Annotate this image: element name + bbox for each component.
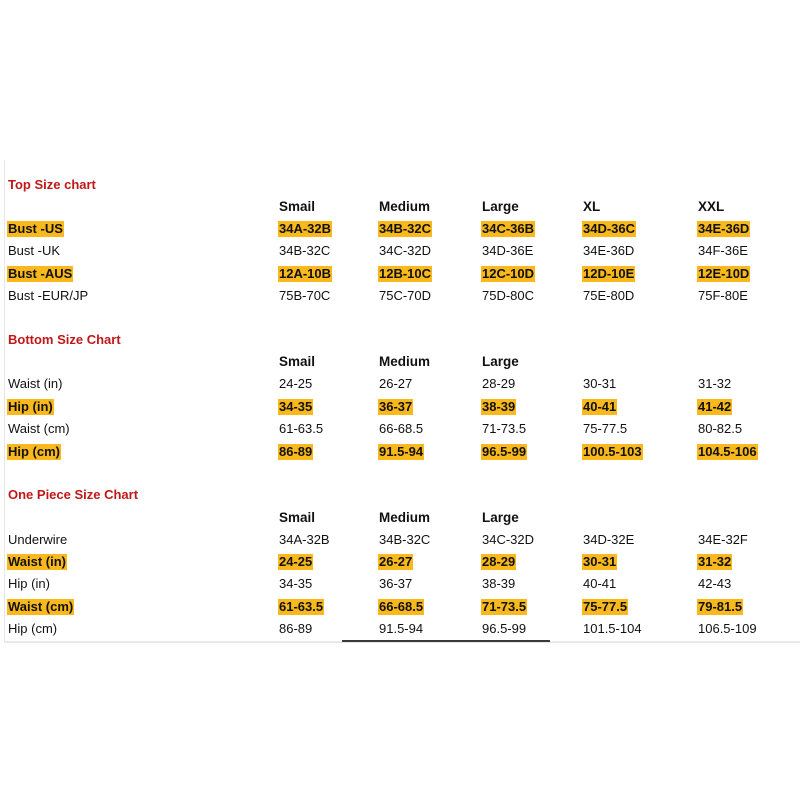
one-piece-size-chart-title: One Piece Size Chart bbox=[8, 487, 139, 502]
table-cell: 12C-10D bbox=[482, 266, 535, 281]
table-cell: 34E-36D bbox=[583, 243, 635, 258]
table-cell: 36-37 bbox=[379, 576, 413, 591]
row-label: Waist (cm) bbox=[8, 421, 70, 436]
table-cell: 86-89 bbox=[279, 444, 313, 459]
row-label: Bust -AUS bbox=[8, 266, 73, 281]
onepiece-header-large: Large bbox=[482, 510, 519, 525]
row-label: Waist (in) bbox=[8, 376, 63, 391]
table-cell: 38-39 bbox=[482, 576, 516, 591]
table-cell: 34D-32E bbox=[583, 532, 635, 547]
top-size-chart-title: Top Size chart bbox=[8, 177, 96, 192]
table-cell: 75-77.5 bbox=[583, 421, 628, 436]
table-cell: 96.5-99 bbox=[482, 444, 527, 459]
table-cell: 75D-80C bbox=[482, 288, 535, 303]
table-cell: 91.5-94 bbox=[379, 444, 424, 459]
row-label: Hip (in) bbox=[8, 576, 50, 591]
table-cell: 28-29 bbox=[482, 376, 516, 391]
top-header-large: Large bbox=[482, 199, 519, 214]
table-cell: 71-73.5 bbox=[482, 421, 527, 436]
table-cell: 24-25 bbox=[279, 376, 313, 391]
top-header-xl: XL bbox=[583, 199, 601, 214]
table-cell: 86-89 bbox=[279, 621, 313, 636]
table-cell: 40-41 bbox=[583, 576, 617, 591]
table-cell: 66-68.5 bbox=[379, 599, 424, 614]
table-cell: 66-68.5 bbox=[379, 421, 424, 436]
table-cell: 12A-10B bbox=[279, 266, 332, 281]
table-cell: 75-77.5 bbox=[583, 599, 628, 614]
bottom-accent-line bbox=[342, 640, 550, 642]
table-cell: 75E-80D bbox=[583, 288, 635, 303]
table-cell: 34A-32B bbox=[279, 221, 332, 236]
table-cell: 34C-32D bbox=[482, 532, 535, 547]
table-cell: 61-63.5 bbox=[279, 421, 324, 436]
table-cell: 42-43 bbox=[698, 576, 732, 591]
table-cell: 40-41 bbox=[583, 399, 617, 414]
table-cell: 34C-36B bbox=[482, 221, 535, 236]
table-cell: 61-63.5 bbox=[279, 599, 324, 614]
table-cell: 91.5-94 bbox=[379, 621, 424, 636]
table-cell: 12E-10D bbox=[698, 266, 750, 281]
bottom-header-small: Smail bbox=[279, 354, 316, 369]
onepiece-header-small: Smail bbox=[279, 510, 316, 525]
table-cell: 30-31 bbox=[583, 554, 617, 569]
row-label: Hip (cm) bbox=[8, 621, 58, 636]
table-cell: 71-73.5 bbox=[482, 599, 527, 614]
table-cell: 31-32 bbox=[698, 554, 732, 569]
table-cell: 34D-36E bbox=[482, 243, 534, 258]
top-header-medium: Medium bbox=[379, 199, 431, 214]
table-cell: 31-32 bbox=[698, 376, 732, 391]
table-cell: 30-31 bbox=[583, 376, 617, 391]
table-cell: 38-39 bbox=[482, 399, 516, 414]
row-label: Underwire bbox=[8, 532, 68, 547]
table-cell: 12D-10E bbox=[583, 266, 635, 281]
table-cell: 34E-36D bbox=[698, 221, 750, 236]
table-cell: 34A-32B bbox=[279, 532, 330, 547]
table-cell: 100.5-103 bbox=[583, 444, 642, 459]
table-cell: 34B-32C bbox=[279, 243, 331, 258]
table-cell: 12B-10C bbox=[379, 266, 432, 281]
table-cell: 104.5-106 bbox=[698, 444, 757, 459]
table-cell: 34C-32D bbox=[379, 243, 432, 258]
row-label: Hip (cm) bbox=[8, 444, 60, 459]
table-cell: 34E-32F bbox=[698, 532, 748, 547]
table-cell: 106.5-109 bbox=[698, 621, 757, 636]
table-cell: 28-29 bbox=[482, 554, 516, 569]
row-label: Hip (in) bbox=[8, 399, 53, 414]
table-cell: 26-27 bbox=[379, 376, 413, 391]
table-cell: 34-35 bbox=[279, 399, 313, 414]
table-cell: 79-81.5 bbox=[698, 599, 743, 614]
row-label: Bust -EUR/JP bbox=[8, 288, 89, 303]
table-cell: 34F-36E bbox=[698, 243, 748, 258]
table-cell: 41-42 bbox=[698, 399, 732, 414]
table-cell: 80-82.5 bbox=[698, 421, 743, 436]
table-cell: 34B-32C bbox=[379, 532, 431, 547]
bottom-size-chart-title: Bottom Size Chart bbox=[8, 332, 121, 347]
row-label: Waist (in) bbox=[8, 554, 67, 569]
top-header-small: Smail bbox=[279, 199, 316, 214]
row-label: Waist (cm) bbox=[8, 599, 74, 614]
row-label: Bust -US bbox=[8, 221, 63, 236]
table-cell: 34D-36C bbox=[583, 221, 636, 236]
table-cell: 101.5-104 bbox=[583, 621, 642, 636]
bottom-header-large: Large bbox=[482, 354, 519, 369]
table-cell: 34B-32C bbox=[379, 221, 432, 236]
table-cell: 96.5-99 bbox=[482, 621, 527, 636]
table-cell: 75C-70D bbox=[379, 288, 432, 303]
table-cell: 36-37 bbox=[379, 399, 413, 414]
table-cell: 75F-80E bbox=[698, 288, 748, 303]
table-cell: 75B-70C bbox=[279, 288, 331, 303]
table-cell: 26-27 bbox=[379, 554, 413, 569]
row-label: Bust -UK bbox=[8, 243, 61, 258]
top-header-xxl: XXL bbox=[698, 199, 725, 214]
table-cell: 34-35 bbox=[279, 576, 313, 591]
onepiece-header-medium: Medium bbox=[379, 510, 431, 525]
table-cell: 24-25 bbox=[279, 554, 313, 569]
bottom-header-medium: Medium bbox=[379, 354, 431, 369]
